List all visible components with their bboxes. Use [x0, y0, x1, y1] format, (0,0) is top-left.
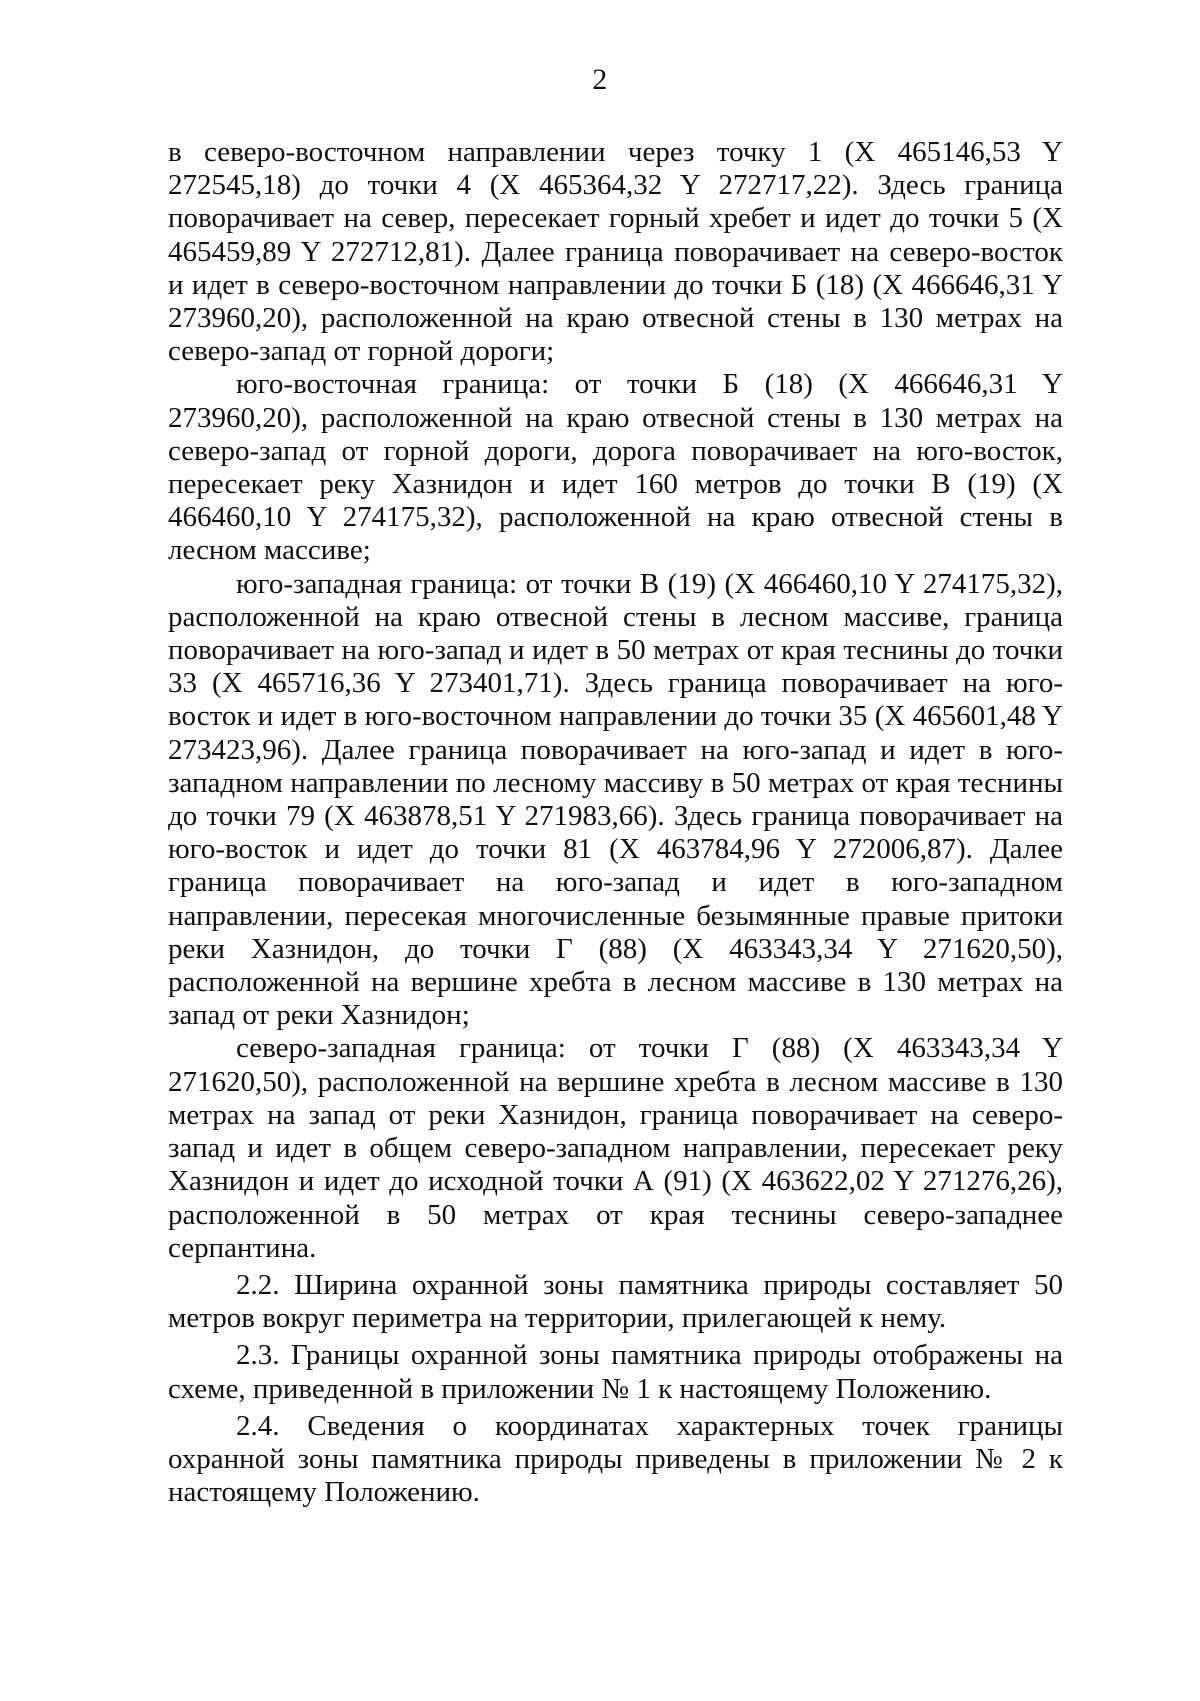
paragraph-northeast-boundary-continuation: в северо-восточном направлении через точку 1 (X 465146,53 Y 272545,18) до точки 4 (X 465364,32 Y 272717,22). Здесь граница поворачивает на север, пересекает горный хребет и идет до точки 5 (X 465459,89 Y 272712,81). Далее граница поворачивает на северо-восток и идет в северо-восточном направлении до точки Б (18) (X 466646,31 Y 273960,20), расположенной на краю отвесной стены в 130 метрах на северо-запад от горной дороги;	[168, 136, 1063, 368]
paragraph-northwest-boundary: северо-западная граница: от точки Г (88) (X 463343,34 Y 271620,50), расположенной на вершине хребта в лесном массиве в 130 метрах на запад от реки Хазнидон, граница поворачивает на северо-запад и идет в общем северо-западном направлении, пересекает реку Хазнидон и идет до исходной точки А (91) (X 463622,02 Y 271276,26), расположенной в 50 метрах от края теснины северо-западнее серпантина.	[168, 1032, 1063, 1264]
paragraph-section-2-3: 2.3. Границы охранной зоны памятника природы отображены на схеме, приведенной в приложении № 1 к настоящему Положению.	[168, 1339, 1063, 1405]
paragraph-southwest-boundary: юго-западная граница: от точки В (19) (X 466460,10 Y 274175,32), расположенной на краю отвесной стены в лесном массиве, граница поворачивает на юго-запад и идет в 50 метрах от края теснины до точки 33 (X 465716,36 Y 273401,71). Здесь граница поворачивает на юго-восток и идет в юго-восточном направлении до точки 35 (X 465601,48 Y 273423,96). Далее граница поворачивает на юго-запад и идет в юго-западном направлении по лесному массиву в 50 метрах от края теснины до точки 79 (X 463878,51 Y 271983,66). Здесь граница поворачивает на юго-восток и идет до точки 81 (X 463784,96 Y 272006,87). Далее граница поворачивает на юго-запад и идет в юго-западном направлении, пересекая многочисленные безымянные правые притоки реки Хазнидон, до точки Г (88) (X 463343,34 Y 271620,50), расположенной на вершине хребта в лесном массиве в 130 метрах на запад от реки Хазнидон;	[168, 567, 1063, 1032]
paragraph-southeast-boundary: юго-восточная граница: от точки Б (18) (X 466646,31 Y 273960,20), расположенной на краю отвесной стены в 130 метрах на северо-запад от горной дороги, дорога поворачивает на юго-восток, пересекает реку Хазнидон и идет 160 метров до точки В (19) (X 466460,10 Y 274175,32), расположенной на краю отвесной стены в лесном массиве;	[168, 368, 1063, 567]
paragraph-section-2-2: 2.2. Ширина охранной зоны памятника природы составляет 50 метров вокруг периметра на территории, прилегающей к нему.	[168, 1268, 1063, 1335]
document-body	[168, 136, 1063, 1509]
paragraph-section-2-4: 2.4. Сведения о координатах характерных точек границы охранной зоны памятника природы приведены в приложении № 2 к настоящему Положению.	[168, 1409, 1063, 1509]
page-number: 2	[592, 63, 608, 96]
